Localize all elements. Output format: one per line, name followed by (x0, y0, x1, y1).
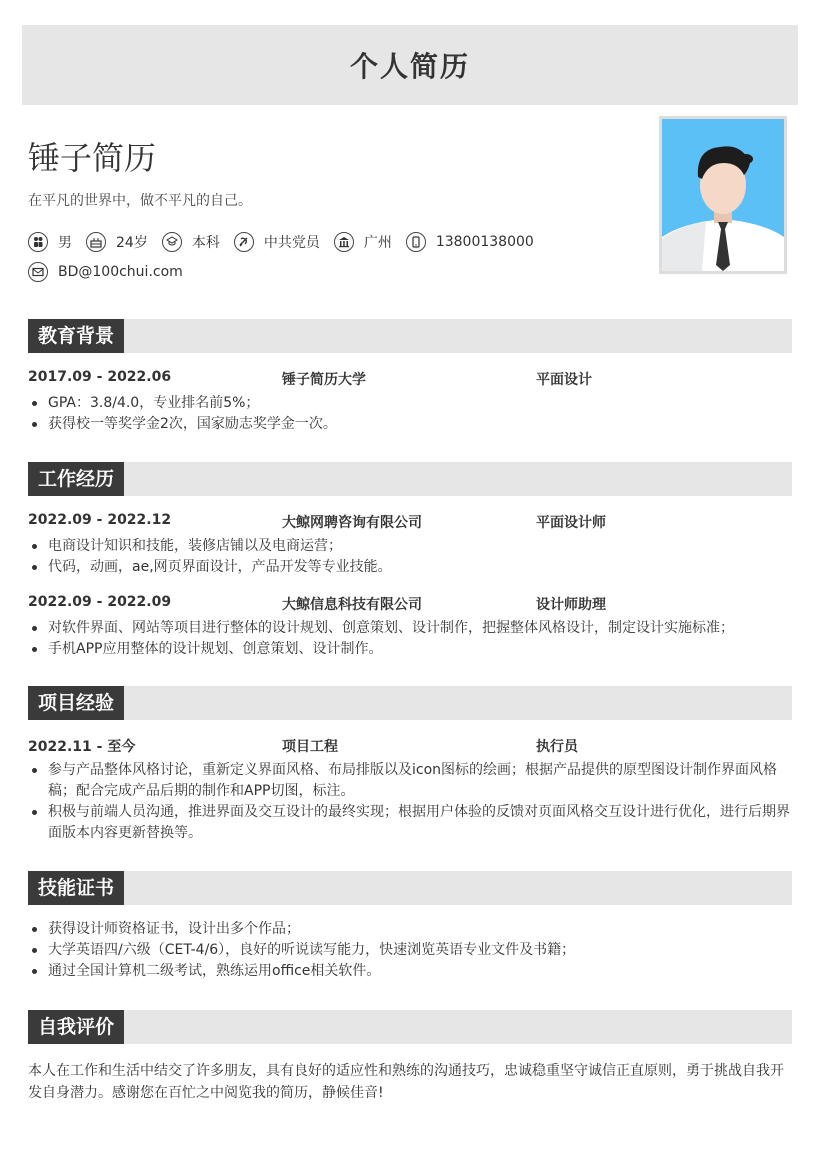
section-title: 项目经验 (28, 686, 124, 720)
section-title: 工作经历 (28, 462, 124, 496)
list-item: 代码，动画，ae,网页界面设计，产品开发等专业技能。 (28, 557, 792, 578)
bullet-list (28, 393, 792, 435)
bullet-list (28, 536, 792, 578)
self-evaluation-section (28, 1010, 792, 1104)
entry-date: 2022.11 - 至今 (28, 739, 136, 755)
skills-section (28, 871, 792, 982)
entry-header (28, 736, 792, 756)
email-icon (28, 262, 48, 282)
entry-org: 大鲸网聘咨询有限公司 (282, 515, 422, 531)
phone-icon (406, 232, 426, 252)
entry-role: 平面设计师 (536, 515, 606, 531)
city-item (334, 232, 392, 252)
cake-icon (86, 232, 106, 252)
education-section (28, 319, 792, 435)
info-row-1 (28, 232, 548, 252)
email-item (28, 262, 183, 282)
entry-org: 项目工程 (282, 739, 338, 755)
entry-date: 2022.09 - 2022.12 (28, 512, 172, 528)
entry-org: 大鲸信息科技有限公司 (282, 597, 422, 613)
project-section (28, 686, 792, 844)
self-evaluation-text: 本人在工作和生活中结交了许多朋友，具有良好的适应性和熟练的沟通技巧，忠诚稳重坚守诚信正直原则，勇于挑战自我开发自身潜力。感谢您在百忙之中阅览我的简历，静候佳音! (28, 1063, 784, 1101)
age-item (86, 232, 148, 252)
bullet-list (28, 919, 792, 982)
politics-item (234, 232, 320, 252)
work-section (28, 462, 792, 660)
section-header (28, 462, 792, 496)
gender-value: 男 (58, 235, 72, 251)
entry-role: 平面设计 (536, 372, 592, 388)
list-item: 积极与前端人员沟通，推进界面及交互设计的最终实现；根据用户体验的反馈对页面风格交互设计进行优化，进行后期界面版本内容更新替换等。 (28, 802, 792, 844)
entry-header (28, 512, 792, 532)
entry-header (28, 594, 792, 614)
section-header (28, 686, 792, 720)
section-title: 教育背景 (28, 319, 124, 353)
age-value: 24岁 (116, 235, 148, 251)
section-header (28, 871, 792, 905)
list-item: 电商设计知识和技能，装修店铺以及电商运营； (28, 536, 792, 557)
city-value: 广州 (363, 235, 392, 251)
degree-value: 本科 (191, 235, 220, 251)
header-bar (22, 25, 798, 105)
section-header (28, 319, 792, 353)
list-item: 大学英语四/六级（CET-4/6），良好的听说读写能力，快速浏览英语专业文件及书籍； (28, 940, 792, 961)
gender-item (28, 232, 72, 252)
entry-date: 2022.09 - 2022.09 (28, 594, 172, 610)
phone-item (406, 232, 534, 252)
bullet-list (28, 760, 792, 844)
email-value: BD@100chui.com (58, 264, 183, 280)
bullet-list (28, 618, 792, 660)
info-row-2 (28, 262, 197, 282)
list-item: 获得校一等奖学金2次，国家励志奖学金一次。 (28, 414, 792, 435)
list-item: 通过全国计算机二级考试，熟练运用office相关软件。 (28, 961, 792, 982)
politics-value: 中共党员 (263, 235, 320, 251)
profile-photo (659, 116, 787, 274)
entry-role: 设计师助理 (536, 597, 606, 613)
motto: 在平凡的世界中，做不平凡的自己。 (28, 193, 252, 209)
section-header (28, 1010, 792, 1044)
avatar-illustration (662, 119, 784, 271)
graduation-cap-icon (162, 232, 182, 252)
degree-item (162, 232, 220, 252)
entry-date: 2017.09 - 2022.06 (28, 369, 172, 385)
entry-org: 锤子简历大学 (282, 372, 366, 388)
building-icon (334, 232, 354, 252)
gender-icon (28, 232, 48, 252)
list-item: 参与产品整体风格讨论，重新定义界面风格、布局排版以及icon图标的绘画；根据产品提供的原型图设计制作界面风格稿；配合完成产品后期的制作和APP切图，标注。 (28, 760, 792, 802)
entry-header (28, 369, 792, 389)
party-emblem-icon (234, 232, 254, 252)
entry-role: 执行员 (536, 739, 578, 755)
phone-value: 13800138000 (435, 234, 534, 250)
list-item: 手机APP应用整体的设计规划、创意策划、设计制作。 (28, 639, 792, 660)
list-item: 对软件界面、网站等项目进行整体的设计规划、创意策划、设计制作，把握整体风格设计，制定设计实施标准； (28, 618, 792, 639)
section-title: 技能证书 (28, 871, 124, 905)
page-title: 个人简历 (349, 50, 470, 83)
list-item: 获得设计师资格证书，设计出多个作品； (28, 919, 792, 940)
section-title: 自我评价 (28, 1010, 124, 1044)
list-item: GPA：3.8/4.0，专业排名前5%； (28, 393, 792, 414)
candidate-name: 锤子简历 (28, 139, 157, 177)
